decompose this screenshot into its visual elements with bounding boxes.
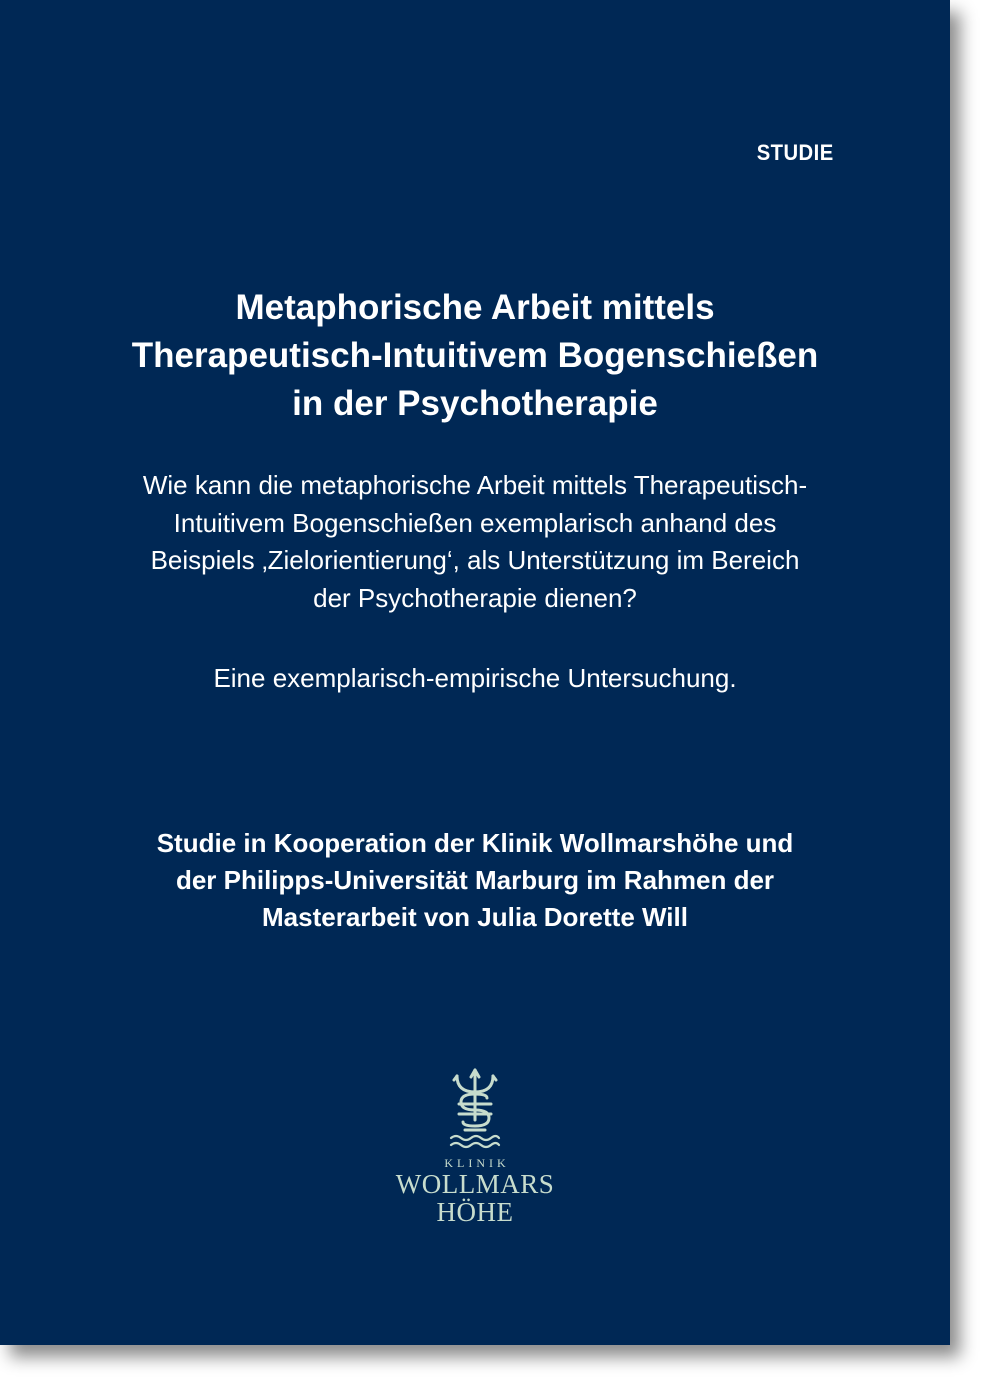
document-type-label: STUDIE: [757, 140, 834, 165]
research-question: [0, 467, 950, 617]
question-line: der Psychotherapie dienen?: [313, 582, 637, 613]
cooperation-note: [0, 825, 950, 936]
logo-name-line: HÖHE: [436, 1197, 514, 1227]
title-line: in der Psychotherapie: [292, 384, 658, 423]
logo-small-text: KLINIK: [444, 1156, 510, 1170]
question-line: Beispiels ‚Zielorientierung‘, als Unterstützung im Bereich: [150, 545, 800, 575]
title-line: Metaphorische Arbeit mittels: [235, 288, 715, 327]
question-line: Wie kann die metaphorische Arbeit mittels Therapeutisch-: [142, 470, 808, 500]
cooperation-line: Masterarbeit von Julia Dorette Will: [262, 902, 688, 932]
cooperation-line: Studie in Kooperation der Klinik Wollmarshöhe und: [156, 828, 794, 858]
title-line: Therapeutisch-Intuitivem Bogenschießen: [131, 336, 819, 375]
study-subtitle: Eine exemplarisch-empirische Untersuchung.: [213, 663, 737, 693]
question-line: Intuitivem Bogenschießen exemplarisch anhand des: [173, 507, 777, 538]
study-title: [0, 284, 950, 428]
clinic-logo: [375, 1068, 575, 1226]
trident-emblem-icon: [447, 1068, 503, 1150]
cooperation-line: der Philipps-Universität Marburg im Rahmen der: [175, 865, 775, 895]
logo-name-line: WOLLMARS: [395, 1169, 555, 1199]
